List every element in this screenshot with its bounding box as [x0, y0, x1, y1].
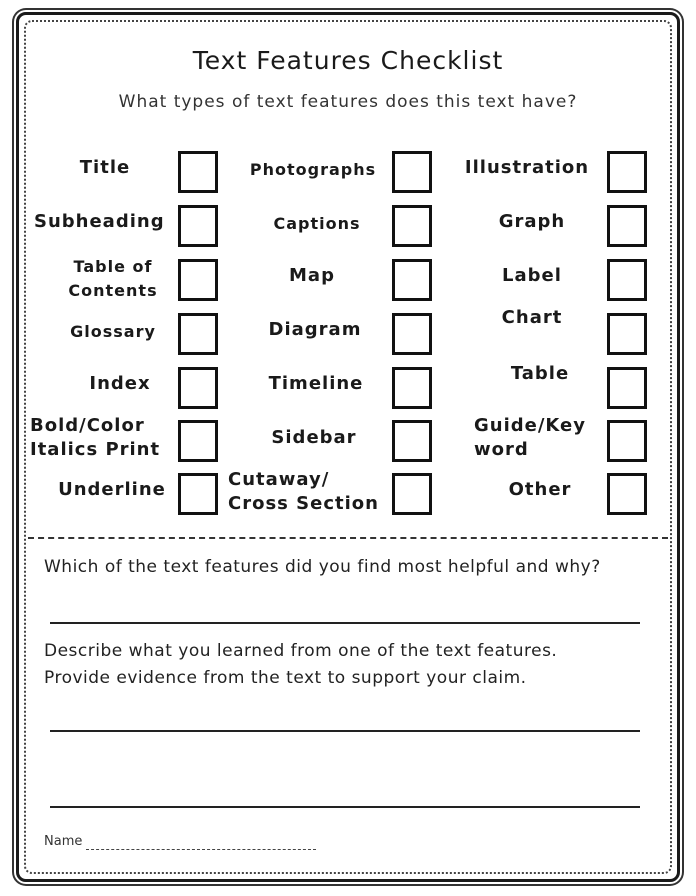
answer-line-1[interactable] — [50, 622, 640, 624]
checkbox-index[interactable] — [178, 367, 218, 409]
checkbox-table-of-contents[interactable] — [178, 259, 218, 301]
label-cutaway-cross-section: Cutaway/ Cross Section — [228, 469, 379, 514]
label-other: Other — [508, 479, 572, 500]
section-divider — [28, 537, 668, 539]
checkbox-underline[interactable] — [178, 473, 218, 515]
label-table-of-contents: Table of Contents — [68, 257, 158, 300]
checkbox-subheading[interactable] — [178, 205, 218, 247]
label-timeline: Timeline — [268, 373, 364, 394]
label-underline: Underline — [58, 479, 166, 500]
page-subtitle: What types of text features does this text have? — [118, 92, 578, 112]
label-glossary: Glossary — [70, 322, 156, 341]
label-chart: Chart — [501, 307, 563, 328]
label-graph: Graph — [498, 211, 566, 232]
checkbox-guide-key-word[interactable] — [607, 420, 647, 462]
checkbox-captions[interactable] — [392, 205, 432, 247]
checkbox-illustration[interactable] — [607, 151, 647, 193]
label-label: Label — [502, 265, 562, 286]
label-photographs: Photographs — [249, 160, 377, 179]
answer-line-3[interactable] — [50, 806, 640, 808]
checkbox-chart[interactable] — [607, 313, 647, 355]
label-guide-key-word: Guide/Key word — [474, 415, 586, 460]
label-title: Title — [79, 157, 131, 178]
checkbox-label[interactable] — [607, 259, 647, 301]
page-title: Text Features Checklist — [192, 46, 504, 75]
label-index: Index — [89, 373, 151, 394]
name-label: Name — [44, 834, 83, 849]
name-field[interactable] — [86, 849, 316, 850]
label-subheading: Subheading — [34, 211, 165, 232]
checkbox-cutaway-cross-section[interactable] — [392, 473, 432, 515]
label-diagram: Diagram — [268, 319, 362, 340]
checkbox-title[interactable] — [178, 151, 218, 193]
question-describe: Describe what you learned from one of the text features. Provide evidence from the text to support your claim. — [44, 641, 558, 688]
checkbox-timeline[interactable] — [392, 367, 432, 409]
label-illustration: Illustration — [464, 157, 590, 178]
answer-line-2[interactable] — [50, 730, 640, 732]
checkbox-graph[interactable] — [607, 205, 647, 247]
label-table: Table — [510, 363, 570, 384]
checkbox-bold-color-italics[interactable] — [178, 420, 218, 462]
label-bold-color-italics: Bold/Color Italics Print — [30, 415, 161, 460]
checkbox-map[interactable] — [392, 259, 432, 301]
label-captions: Captions — [273, 214, 361, 233]
label-sidebar: Sidebar — [271, 427, 357, 448]
question-most-helpful: Which of the text features did you find most helpful and why? — [44, 557, 601, 577]
checkbox-table[interactable] — [607, 367, 647, 409]
checkbox-diagram[interactable] — [392, 313, 432, 355]
label-map: Map — [289, 265, 335, 286]
checkbox-sidebar[interactable] — [392, 420, 432, 462]
checkbox-glossary[interactable] — [178, 313, 218, 355]
checkbox-photographs[interactable] — [392, 151, 432, 193]
checkbox-other[interactable] — [607, 473, 647, 515]
